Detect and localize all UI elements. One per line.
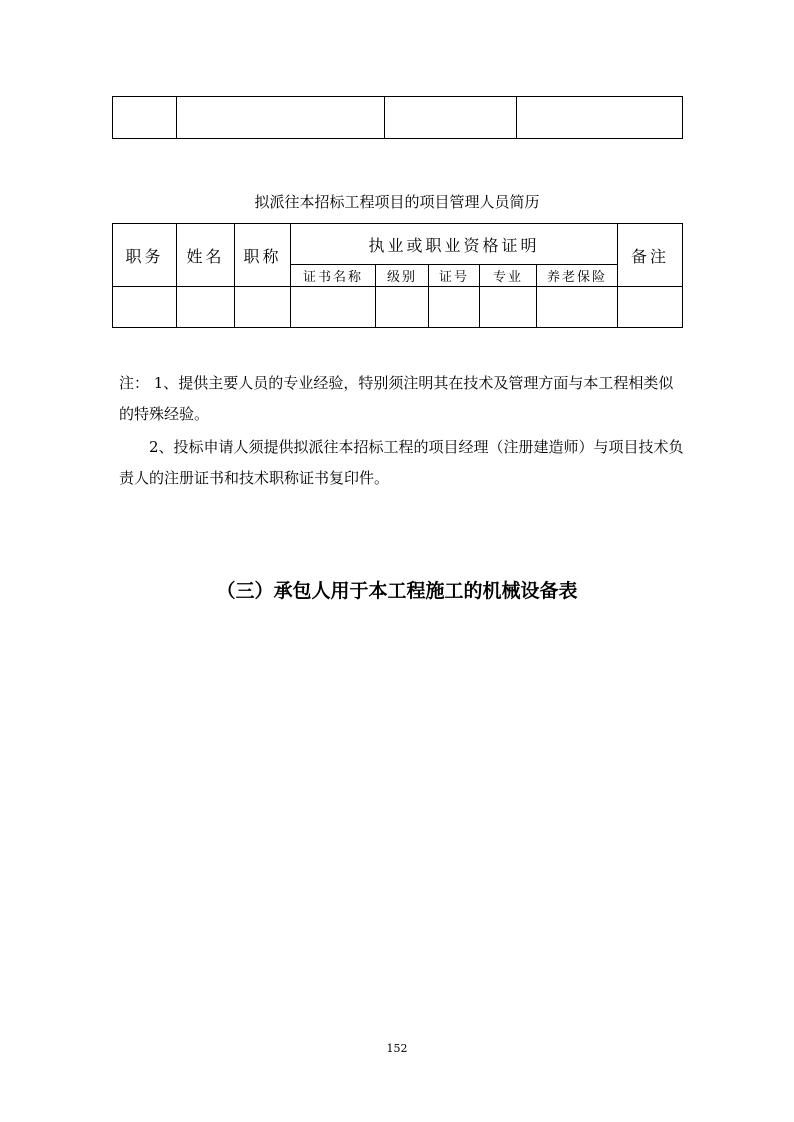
header-title: 职称 [235, 224, 291, 287]
table-row [113, 287, 683, 328]
top-table-fragment [112, 96, 683, 139]
table-cell [291, 287, 376, 328]
note-2 [119, 432, 684, 494]
page-number: 152 [386, 1042, 408, 1055]
section-title: （三）承包人用于本工程施工的机械设备表 [216, 580, 578, 602]
subheader-cert-number: 证号 [429, 265, 480, 287]
header-name: 姓名 [177, 224, 235, 287]
table-caption: 拟派往本招标工程项目的项目管理人员简历 [254, 193, 540, 211]
table-cell [177, 287, 235, 328]
table-cell [385, 97, 517, 139]
header-qualification: 执业或职业资格证明 [291, 224, 618, 265]
table-cell [177, 97, 385, 139]
subheader-specialty: 专业 [480, 265, 537, 287]
table-header-row [113, 224, 683, 265]
table-cell [517, 97, 683, 139]
table-cell [235, 287, 291, 328]
note-1-text: 注： 1、提供主要人员的专业经验，特别须注明其在技术及管理方面与本工程相类似的特殊经验。 [119, 374, 674, 423]
header-position: 职务 [113, 224, 177, 287]
table-cell [376, 287, 429, 328]
note-2-text: 2、投标申请人须提供拟派往本招标工程的项目经理（注册建造师）与项目技术负责人的注册证书和技术职称证书复印件。 [119, 438, 684, 487]
subheader-level: 级别 [376, 265, 429, 287]
table-cell [429, 287, 480, 328]
table-cell [537, 287, 618, 328]
resume-table [112, 223, 683, 328]
subheader-cert-name: 证书名称 [291, 265, 376, 287]
table-cell [480, 287, 537, 328]
table-row [113, 97, 683, 139]
table-cell [113, 97, 177, 139]
table-cell [113, 287, 177, 328]
note-1 [119, 368, 684, 430]
table-cell [618, 287, 683, 328]
subheader-pension: 养老保险 [537, 265, 618, 287]
header-remarks: 备注 [618, 224, 683, 287]
